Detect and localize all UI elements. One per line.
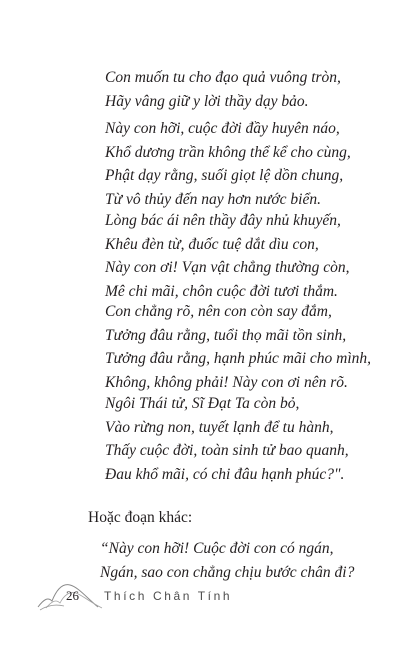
poem-line: Khổ dương trần không thể kể cho cùng, xyxy=(105,143,351,161)
author-name: Thích Chân Tính xyxy=(104,589,233,603)
poem-line: Từ vô thủy đến nay hơn nước biển. xyxy=(105,191,321,209)
poem-stanza-1 xyxy=(105,66,405,113)
poem-line: Thấy cuộc đời, toàn sinh tử bao quanh, xyxy=(105,442,349,460)
poem-line: Vào rừng non, tuyết lạnh để tu hành, xyxy=(105,418,334,436)
poem-line: Đau khổ mãi, có chi đâu hạnh phúc?". xyxy=(105,466,345,484)
poem-line: Mê chi mãi, chôn cuộc đời tươi thắm. xyxy=(105,283,338,301)
poem-stanza-2 xyxy=(105,117,405,212)
prose-paragraph: Hoặc đoạn khác: xyxy=(88,509,193,526)
poem-line: Ngôi Thái tử, Sĩ Đạt Ta còn bỏ, xyxy=(105,395,300,412)
poem-line: Tưởng đâu rằng, hạnh phúc mãi cho mình, xyxy=(105,350,372,368)
poem-stanza-4 xyxy=(105,300,405,395)
page-footer xyxy=(36,577,336,613)
poem-line: Lòng bác ái nên thầy đây nhủ khuyến, xyxy=(105,212,341,229)
poem-line: Con chẳng rõ, nên con còn say đắm, xyxy=(105,303,332,320)
poem-stanza-5 xyxy=(105,392,405,487)
quote-line: Ngán, sao con chẳng chịu bước chân đi? xyxy=(100,563,355,581)
poem-line: Con muốn tu cho đạo quả vuông tròn, xyxy=(105,69,341,86)
poem-line: Hãy vâng giữ y lời thầy dạy bảo. xyxy=(105,92,309,110)
poem-line: Khêu đèn từ, đuốc tuệ dắt dìu con, xyxy=(105,235,319,253)
poem-line: Phật dạy rằng, suối giọt lệ dồn chung, xyxy=(105,167,344,185)
poem-line: Này con hỡi, cuộc đời đầy huyên náo, xyxy=(105,120,340,137)
poem-line: Tưởng đâu rằng, tuổi thọ mãi tồn sinh, xyxy=(105,326,347,344)
poem-line: Không, không phải! Này con ơi nên rõ. xyxy=(105,374,348,392)
page-number: 26 xyxy=(66,588,79,603)
quote-line: “Này con hỡi! Cuộc đời con có ngán, xyxy=(100,540,334,557)
poem-line: Này con ơi! Vạn vật chẳng thường còn, xyxy=(105,259,350,277)
poem-stanza-3 xyxy=(105,209,405,304)
